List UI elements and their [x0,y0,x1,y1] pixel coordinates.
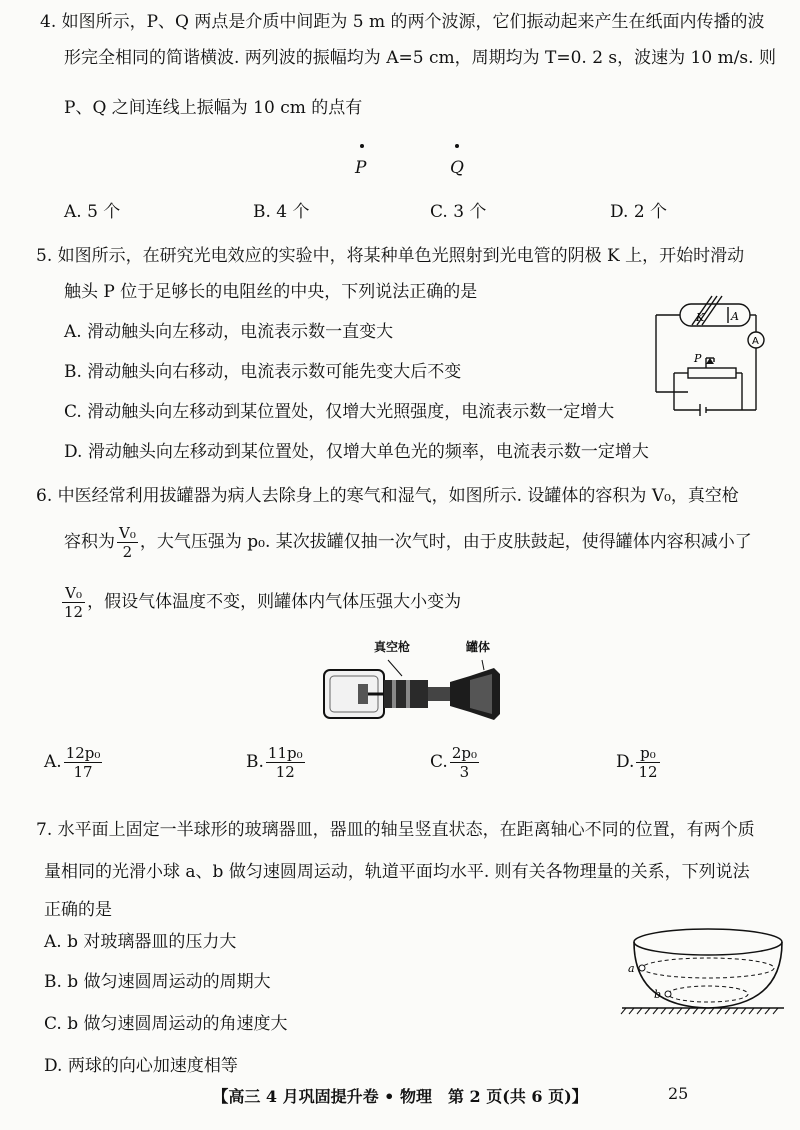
q7-option-c: C. b 做匀速圆周运动的角速度大 [44,1014,288,1034]
q4-line-1: 4. 如图所示，P、Q 两点是介质中间距为 5 m 的两个波源，它们振动起来产生在纸面内传播的波 [40,12,765,32]
q5-option-c: C. 滑动触头向左移动到某位置处，仅增大光照强度，电流表示数一定增大 [64,402,615,422]
q4-option-a: A. 5 个 [64,202,121,222]
q6-option-a [44,742,104,782]
point-q-dot [455,144,459,148]
frac-num: V₀ [119,524,136,542]
q6-option-d [616,742,662,782]
q6-line-1: 6. 中医经常利用拔罐器为病人去除身上的寒气和湿气，如图所示. 设罐体的容积为 V₀，真空枪 [36,486,739,506]
label-ammeter: A [752,336,759,347]
point-p-label: P [355,158,367,178]
option-fraction [266,744,305,781]
label-cup-body: 罐体 [466,640,491,654]
label-anode: A [731,310,739,323]
option-letter: B. [246,752,264,772]
q6-line-3 [60,580,461,624]
q7-option-b: B. b 做匀速圆周运动的周期大 [44,972,271,992]
q6-option-c [430,742,481,782]
frac-num: 2p₀ [451,744,477,762]
q7-option-d: D. 两球的向心加速度相等 [44,1056,238,1076]
q4-line-2: 形完全相同的简谐横波. 两列波的振幅均为 A=5 cm，周期均为 T=0. 2 s，波速为 10 m/s. 则 [64,48,776,68]
hemisphere-bowl-figure [618,922,786,1024]
photoelectric-circuit-figure [650,292,770,420]
q5-line-1: 5. 如图所示，在研究光电效应的实验中，将某种单色光照射到光电管的阴极 K 上，开始时滑动 [36,246,745,266]
q7-line-3: 正确的是 [44,900,112,920]
fraction-v0-over-2 [117,524,138,561]
ball-a [639,965,645,971]
q4-option-b: B. 4 个 [253,202,310,222]
frac-den: 3 [459,763,470,781]
option-letter: C. [430,752,448,772]
point-p-dot [360,144,364,148]
fraction-v0-over-12 [62,584,85,621]
q5-option-b: B. 滑动触头向右移动，电流表示数可能先变大后不变 [64,362,462,382]
page-corner-number: 25 [668,1084,689,1103]
q7-line-1: 7. 水平面上固定一半球形的玻璃器皿，器皿的轴呈竖直状态，在距离轴心不同的位置，有两个质 [36,820,755,840]
label-k: K [696,311,705,324]
cupping-device-figure [320,654,510,726]
q6-option-b [246,742,307,782]
label-vacuum-gun: 真空枪 [374,640,411,654]
frac-den: 17 [73,763,93,781]
q5-option-d: D. 滑动触头向左移动到某位置处，仅增大单色光的频率，电流表示数一定增大 [64,442,649,462]
q4-line-3: P、Q 之间连线上振幅为 10 cm 的点有 [64,98,363,118]
frac-den: 12 [64,603,84,621]
frac-den: 12 [275,763,295,781]
page-footer: 【高三 4 月巩固提升卷 • 物理 第 2 页(共 6 页)】 [212,1087,588,1106]
option-letter: A. [44,752,62,772]
option-fraction [64,744,103,781]
q6-line-2 [64,520,752,564]
label-ball-b: b [654,988,662,1001]
frac-num: V₀ [62,584,85,603]
q7-line-2: 量相同的光滑小球 a、b 做匀速圆周运动，轨道平面均水平. 则有关各物理量的关系，下列说法 [44,862,750,882]
q4-option-c: C. 3 个 [430,202,487,222]
option-letter: D. [616,752,635,772]
frac-num: 12p₀ [65,744,101,762]
q7-option-a: A. b 对玻璃器皿的压力大 [44,932,237,952]
ball-b [665,991,671,997]
q6-line-2-pre: 容积为 [64,532,115,552]
option-fraction [450,744,479,781]
frac-num: 11p₀ [267,744,303,762]
label-ball-a: a [628,962,635,975]
point-q-label: Q [450,158,464,178]
frac-num: p₀ [636,744,659,763]
q4-option-d: D. 2 个 [610,202,668,222]
frac-den: 12 [638,763,658,781]
q6-line-3-post: ，假设气体温度不变，则罐体内气体压强大小变为 [87,592,462,612]
q6-line-2-post: ，大气压强为 p₀. 某次拔罐仅抽一次气时，由于皮肤鼓起，使得罐体内容积减小了 [139,532,752,552]
label-slider-p: P [694,352,702,365]
q5-option-a: A. 滑动触头向左移动，电流表示数一直变大 [64,322,394,342]
option-fraction [636,744,659,781]
q5-line-2: 触头 P 位于足够长的电阻丝的中央，下列说法正确的是 [64,282,478,302]
frac-den: 2 [122,543,133,561]
